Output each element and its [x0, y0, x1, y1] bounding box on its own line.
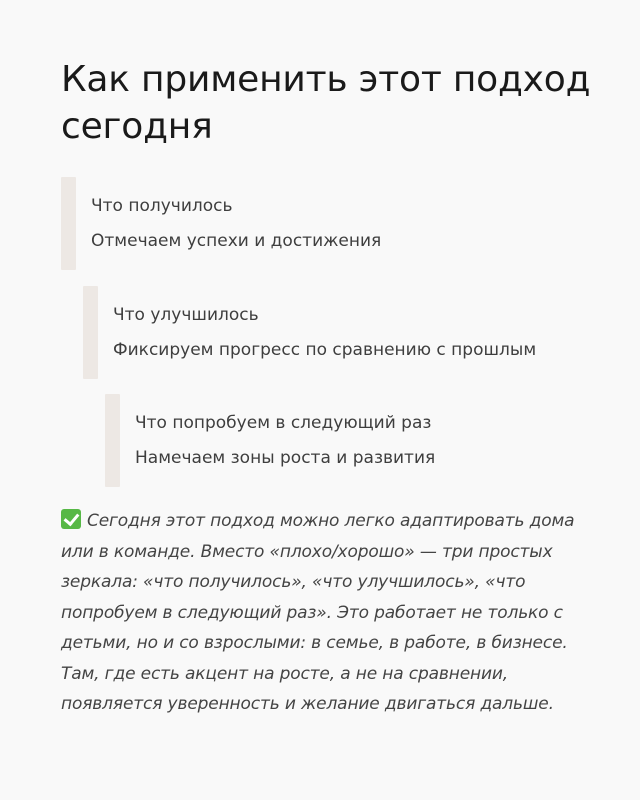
step-description: Фиксируем прогресс по сравнению с прошлым [113, 340, 537, 360]
check-mark-icon [61, 509, 81, 529]
summary-text: Сегодня этот подход можно легко адаптировать дома или в команде. Вместо «плохо/хорошо» — три простых зеркала: «что получилось», «что улучшилось», «что попробуем в следующий раз». Это работает не только с детьми, но и со взрослыми: в семье, в работе, в бизнесе. Там, где есть акцент на росте, а не на сравнении, появляется уверенность и желание двигаться дальше. [61, 511, 575, 714]
step-description: Отмечаем успехи и достижения [91, 231, 382, 251]
page-title: Как применить этот подход сегодня [61, 59, 591, 147]
step-label: Что получилось [91, 196, 233, 216]
step-accent-bar [61, 177, 76, 270]
step-label: Что улучшилось [113, 305, 259, 325]
summary-note [61, 506, 581, 720]
step-label: Что попробуем в следующий раз [135, 413, 432, 433]
step-description: Намечаем зоны роста и развития [135, 448, 436, 468]
step-accent-bar [105, 394, 120, 487]
step-accent-bar [83, 286, 98, 379]
